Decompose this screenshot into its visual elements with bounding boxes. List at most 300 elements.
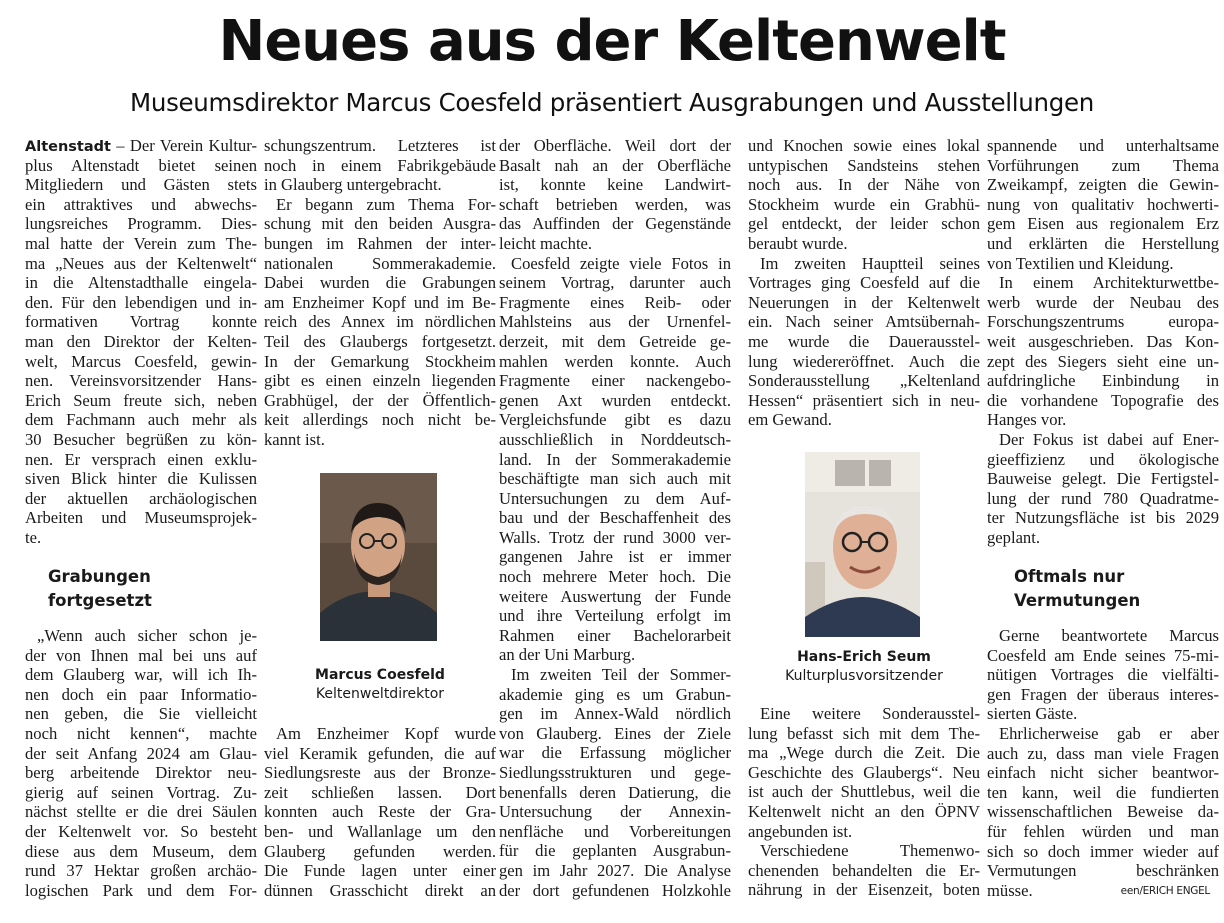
text-line	[987, 450, 1219, 470]
subhead-line: Oftmals nur	[1014, 567, 1125, 586]
line-text: ben- und Wallanlage um den	[264, 821, 496, 841]
line-text: auch zu, dass man viele Fragen	[987, 743, 1219, 763]
dateline: Altenstadt	[25, 139, 111, 155]
text-line	[499, 195, 731, 215]
line-text: Walls. Trotz der rund 3000 ver-	[499, 527, 731, 547]
text-line	[499, 312, 731, 332]
text-line	[25, 744, 257, 764]
text-line	[25, 195, 257, 215]
line-text: der dort gefundenen Holzkohle	[499, 880, 731, 900]
line-text: weitere Auswertung der Funde	[499, 586, 731, 606]
line-text: lung der rund 780 Quadratme-	[987, 488, 1219, 508]
text-line	[499, 352, 731, 372]
line-text: Grabhügel, der der Öffentlich-	[264, 390, 496, 410]
text-line	[264, 293, 496, 313]
text-line	[987, 802, 1219, 822]
text-line	[264, 254, 496, 274]
line-text: seinem Vortrag, darunter auch	[499, 273, 731, 293]
text-line	[25, 371, 257, 391]
text-line	[264, 724, 496, 744]
text-line	[499, 881, 731, 901]
text-line	[748, 782, 980, 802]
line-text: Im zweiten Teil der Sommer-	[511, 665, 731, 685]
line-text: Untersuchung der Annexin-	[499, 802, 731, 822]
line-text: – Der Verein Kultur-	[110, 136, 257, 155]
photo-credit: een/ERICH ENGEL	[1120, 885, 1210, 897]
text-line	[499, 371, 731, 391]
line-text: Untersuchungen zu dem Auf-	[499, 488, 731, 508]
line-text: te.	[25, 527, 42, 547]
column-2-top	[264, 136, 496, 450]
paragraph	[25, 136, 257, 547]
line-text: der von Ihnen mal bei uns auf	[25, 645, 257, 665]
line-text: diese aus dem Museum, dem	[25, 841, 257, 861]
text-line	[987, 391, 1219, 411]
line-text: sich so doch immer wieder auf	[987, 841, 1219, 861]
text-line	[748, 273, 980, 293]
line-text: Gerne beantwortete Marcus	[999, 626, 1219, 645]
line-text: Verschiedene Themenwo-	[760, 841, 980, 861]
line-text: der aktuellen archäologischen	[25, 488, 257, 508]
text-line	[264, 273, 496, 293]
text-line	[987, 332, 1219, 352]
text-line	[499, 391, 731, 411]
text-line	[264, 234, 496, 254]
line-text: noch nicht kennen“, machte	[25, 723, 257, 743]
line-text: Der Fokus ist dabei auf Ener-	[999, 429, 1219, 449]
column-4-top	[748, 136, 980, 430]
line-text: den. Für den lebendigen und in-	[25, 292, 257, 312]
text-line	[25, 450, 257, 470]
line-text: Geschichte des Glaubergs“. Neu	[748, 762, 980, 782]
text-line	[499, 156, 731, 176]
text-line	[499, 489, 731, 509]
text-line	[499, 861, 731, 881]
text-line	[264, 195, 496, 215]
line-text: Mitgliedern und Gästen stets	[25, 175, 257, 195]
line-text: nen geben, die Sie vielleicht	[25, 704, 257, 724]
line-text: Fragmente eines Reib- oder	[499, 292, 731, 312]
text-line	[499, 665, 731, 685]
text-line	[499, 783, 731, 803]
text-line	[987, 469, 1219, 489]
line-text: angebunden ist.	[748, 821, 853, 841]
line-text: chenenden behandelten die Er-	[748, 860, 980, 880]
text-line	[987, 842, 1219, 862]
text-line	[499, 273, 731, 293]
text-line	[987, 352, 1219, 372]
text-line	[499, 254, 731, 274]
text-line	[264, 744, 496, 764]
subhead-vermutungen	[1014, 565, 1140, 613]
line-text: gen im Annex-Wald nördlich	[499, 704, 731, 724]
text-line	[264, 312, 496, 332]
paragraph	[499, 136, 731, 254]
text-line	[748, 763, 980, 783]
text-line	[25, 822, 257, 842]
line-text: genen Axt wurden entdeckt.	[499, 390, 731, 410]
line-text: Im zweiten Hauptteil seines	[760, 253, 980, 273]
line-text: konnten auch Reste der Gra-	[264, 802, 496, 822]
text-line	[25, 508, 257, 528]
text-line	[25, 646, 257, 666]
text-line	[25, 763, 257, 783]
text-line	[264, 881, 496, 901]
text-line	[499, 587, 731, 607]
line-text: schung mit den beiden Ausgra-	[264, 214, 496, 234]
text-line	[499, 743, 731, 763]
line-text: werb wurde der Neubau des	[987, 292, 1219, 312]
text-line	[25, 391, 257, 411]
text-line	[499, 547, 731, 567]
line-text: Stockheim wurde ein Grabhü-	[748, 194, 980, 214]
text-line	[987, 861, 1219, 881]
line-text: logischen Park und dem For-	[25, 880, 257, 900]
text-line	[499, 685, 731, 705]
line-text: ist auch der Shuttlebus, weil die	[748, 782, 980, 802]
line-text: Sonderausstellung „Keltenland	[748, 371, 980, 391]
text-line	[499, 626, 731, 646]
column-5-body	[987, 626, 1219, 900]
line-text: beschäftigte man sich auch mit	[499, 469, 731, 489]
line-text: welt, Marcus Coesfeld, gewin-	[25, 351, 257, 371]
line-text: ten kann, weil die fundierten	[987, 782, 1219, 802]
text-line	[987, 489, 1219, 509]
text-line	[987, 234, 1219, 254]
text-line	[25, 430, 257, 450]
line-text: Er begann zum Thema For-	[276, 194, 496, 214]
text-line	[748, 880, 980, 900]
line-text: und ihre Verteilung erfolgt im	[499, 606, 731, 626]
line-text: am Enzheimer Kopf und im Be-	[264, 292, 496, 312]
line-text: gen Fragen der überaus interes-	[987, 684, 1219, 704]
text-line	[987, 508, 1219, 528]
line-text: zept des Siegers sieht eine un-	[987, 351, 1219, 371]
line-text: nährung in der Eisenzeit, boten	[748, 880, 980, 900]
line-text: me wurde die Dauerausstel-	[748, 331, 980, 351]
line-text: dem Glauberg war, will ich Ih-	[25, 665, 257, 685]
text-line	[987, 528, 1219, 548]
photo-caption-coesfeld	[264, 666, 496, 704]
paragraph	[499, 254, 731, 665]
text-line	[987, 195, 1219, 215]
line-text: em Gewand.	[748, 410, 832, 430]
line-text: gibt es einen einzeln liegenden	[264, 371, 496, 391]
line-text: beraubt wurde.	[748, 233, 848, 253]
caption-role: Keltenweltdirektor	[315, 686, 445, 702]
line-text: nationalen Sommerakademie.	[264, 253, 496, 273]
text-line	[987, 626, 1219, 646]
text-line	[264, 763, 496, 783]
text-line	[25, 665, 257, 685]
text-line	[25, 724, 257, 744]
text-line	[25, 254, 257, 274]
line-text: ausschließlich in Norddeutsch-	[499, 429, 731, 449]
text-line	[264, 802, 496, 822]
line-text: reich des Annex im nördlichen	[264, 312, 496, 332]
text-line	[748, 136, 980, 156]
text-line	[25, 783, 257, 803]
line-text: von Textilien und Kleidung.	[987, 253, 1174, 273]
paragraph	[748, 254, 980, 430]
subhead-grabungen	[48, 565, 152, 613]
line-text: land. In der Sommerakademie	[499, 449, 731, 469]
line-text: nächst stellte er die drei Säulen	[25, 802, 257, 822]
line-text: ein attraktives und abwechs-	[25, 194, 257, 214]
paragraph	[264, 724, 496, 900]
text-line	[748, 332, 980, 352]
line-text: noch mehrere Meter hoch. Die	[499, 567, 731, 587]
text-line	[499, 430, 731, 450]
text-line	[748, 195, 980, 215]
column-3	[499, 136, 731, 900]
text-line	[987, 410, 1219, 430]
text-line	[499, 704, 731, 724]
text-line	[499, 293, 731, 313]
text-line	[499, 234, 731, 254]
text-line	[264, 783, 496, 803]
text-line	[264, 410, 496, 430]
paragraph	[987, 626, 1219, 724]
line-text: ist, konnte keine Landwirt-	[499, 175, 731, 195]
line-text: leicht machte.	[499, 233, 593, 253]
line-text: Forschungszentrums europa-	[987, 312, 1219, 332]
text-line	[264, 156, 496, 176]
line-text: dünnen Grasschicht direkt an	[264, 880, 496, 900]
text-line	[499, 802, 731, 822]
text-line	[748, 312, 980, 332]
line-text: plus Altenstadt bietet seinen	[25, 155, 257, 175]
line-text: in die Altenstadthalle eingela-	[25, 273, 257, 293]
text-line	[987, 293, 1219, 313]
line-text: noch in einem Fabrikgebäude	[264, 155, 496, 175]
text-line	[748, 802, 980, 822]
text-line	[25, 273, 257, 293]
line-text: Basalt nah an der Oberfläche	[499, 155, 731, 175]
text-line	[748, 175, 980, 195]
text-line	[499, 450, 731, 470]
text-line	[987, 175, 1219, 195]
line-text: nen. Vereinsvorsitzender Hans-	[25, 371, 257, 391]
text-line	[264, 371, 496, 391]
line-text: nen. Er versprach einen exklu-	[25, 449, 257, 469]
line-text: Coesfeld zeigte viele Fotos in	[511, 253, 731, 273]
text-line	[25, 842, 257, 862]
text-line	[25, 175, 257, 195]
paragraph	[748, 704, 980, 841]
text-line	[748, 371, 980, 391]
text-line	[25, 685, 257, 705]
line-text: Coesfeld am Ende seines 75-mi-	[987, 645, 1219, 665]
column-1-intro	[25, 136, 257, 547]
line-text: Zweikampf, zeigten die Gewin-	[987, 175, 1219, 195]
line-text: In der Gemarkung Stockheim	[264, 351, 496, 371]
paragraph	[987, 273, 1219, 430]
line-text: die vorhandene Topografie des	[987, 390, 1219, 410]
line-text: war die Erfassung möglicher	[499, 743, 731, 763]
line-text: gangenen Jahre ist er immer	[499, 547, 731, 567]
paragraph	[264, 136, 496, 195]
line-text: das Auffinden der Gegenstände	[499, 214, 731, 234]
line-text: mal hatte der Verein zum The-	[25, 233, 257, 253]
subhead-line: Grabungen	[48, 567, 151, 586]
text-line	[748, 841, 980, 861]
column-1-body	[25, 626, 257, 900]
line-text: Arbeiten und Museumsprojek-	[25, 508, 257, 528]
line-text: sierten Gäste.	[987, 704, 1078, 724]
line-text: und erklärten die Herstellung	[987, 233, 1219, 253]
column-5-top	[987, 136, 1219, 547]
text-line	[499, 606, 731, 626]
line-text: kannt ist.	[264, 429, 325, 449]
text-line	[499, 645, 731, 665]
text-line	[25, 802, 257, 822]
text-line	[25, 410, 257, 430]
text-line	[748, 743, 980, 763]
text-line	[987, 763, 1219, 783]
line-text: für fehlen würden und man	[987, 821, 1219, 841]
line-text: Glauberg gefunden werden.	[264, 841, 496, 861]
line-text: Die Funde lagen unter einer	[264, 861, 496, 881]
line-text: Keltenwelt nicht an den ÖPNV	[748, 801, 980, 821]
text-line	[25, 881, 257, 901]
line-text: Bauweise gelegt. Die Fertigstel-	[987, 469, 1219, 489]
text-line	[987, 273, 1219, 293]
line-text: Vermutungen beschränken	[987, 861, 1219, 881]
text-line	[499, 332, 731, 352]
text-line	[499, 822, 731, 842]
line-text: gen im Jahr 2027. Die Analyse	[499, 860, 731, 880]
line-text: derzeit, mit dem Getreide ge-	[499, 331, 731, 351]
text-line	[25, 312, 257, 332]
text-line	[748, 156, 980, 176]
text-line	[264, 175, 496, 195]
line-text: weit ausgeschrieben. Das Kon-	[987, 331, 1219, 351]
caption-name: Marcus Coesfeld	[315, 667, 445, 683]
line-text: Fragmente einer nackengebo-	[499, 371, 731, 391]
line-text: und Knochen sowie eines lokal	[748, 136, 980, 155]
text-line	[264, 352, 496, 372]
text-line	[499, 214, 731, 234]
text-line	[264, 430, 496, 450]
text-line	[264, 136, 496, 156]
text-line	[987, 704, 1219, 724]
paragraph	[987, 430, 1219, 548]
text-line	[987, 254, 1219, 274]
text-line	[748, 352, 980, 372]
text-line	[264, 214, 496, 234]
paragraph	[264, 195, 496, 450]
text-line	[25, 469, 257, 489]
text-line	[748, 861, 980, 881]
text-line	[748, 822, 980, 842]
line-text: müsse.	[987, 880, 1033, 900]
line-text: für die geplanten Ausgrabun-	[499, 841, 731, 861]
line-text: akademie ging es um Grabun-	[499, 684, 731, 704]
text-line	[25, 626, 257, 646]
line-text: geplant.	[987, 527, 1040, 547]
line-text: Vergleichsfunde gibt es dazu	[499, 410, 731, 430]
line-text: an der Uni Marburg.	[499, 645, 636, 665]
line-text: Hanges vor.	[987, 410, 1067, 430]
line-text: in Glauberg untergebracht.	[264, 175, 442, 195]
text-line	[987, 783, 1219, 803]
line-text: der Keltenwelt vor. So besteht	[25, 821, 257, 841]
caption-role: Kulturplusvorsitzender	[785, 668, 943, 684]
paragraph	[25, 626, 257, 900]
line-text: ma „Wege durch die Zeit. Die	[748, 743, 980, 763]
text-line	[987, 312, 1219, 332]
line-text: spannende und unterhaltsame	[987, 136, 1219, 155]
text-line	[748, 234, 980, 254]
headline: Neues aus der Keltenwelt	[218, 9, 1006, 74]
text-line	[264, 391, 496, 411]
line-text: Erich Seum freute sich, neben	[25, 390, 257, 410]
text-line	[748, 391, 980, 411]
line-text: ter Nutzungsfläche ist bis 2029	[987, 508, 1219, 528]
line-text: nung von qualitativ hochwerti-	[987, 194, 1219, 214]
paragraph	[499, 665, 731, 900]
line-text: Siedlungsreste aus der Bronze-	[264, 763, 496, 783]
text-line	[25, 704, 257, 724]
text-line	[264, 842, 496, 862]
line-text: ein. Nach seiner Amtsübernah-	[748, 312, 980, 332]
line-text: 30 Besucher begrüßen zu kön-	[25, 429, 257, 449]
line-text: ma „Neues aus der Keltenwelt“	[25, 253, 257, 273]
line-text: von Glauberg. Eines der Ziele	[499, 723, 731, 743]
paragraph	[987, 724, 1219, 900]
line-text: keit allerdings noch nicht be-	[264, 410, 496, 430]
line-text: Am Enzheimer Kopf wurde	[276, 724, 496, 743]
line-text: Hessen“ präsentiert sich in neu-	[748, 390, 980, 410]
text-line	[25, 489, 257, 509]
line-text: man den Direktor der Kelten-	[25, 331, 257, 351]
line-text: schungszentrum. Letzteres ist	[264, 136, 496, 155]
line-text: bau und der Beschaffenheit des	[499, 508, 731, 528]
text-line	[499, 763, 731, 783]
line-text: Teil des Glaubergs fortgesetzt.	[264, 331, 496, 351]
line-text: „Wenn auch sicher schon je-	[37, 626, 257, 645]
text-line	[264, 861, 496, 881]
text-line	[499, 567, 731, 587]
line-text: Eine weitere Sonderausstel-	[760, 704, 980, 723]
text-line	[264, 332, 496, 352]
paragraph	[748, 841, 980, 900]
text-line	[499, 469, 731, 489]
text-line	[25, 352, 257, 372]
line-text: gem Eisen aus regionalem Erz	[987, 214, 1219, 234]
text-line	[499, 410, 731, 430]
line-text: nen doch ein paar Informatio-	[25, 684, 257, 704]
line-text: noch aus. In der Nähe von	[748, 175, 980, 195]
line-text: schaft betrieben werden, was	[499, 194, 731, 214]
line-text: Ehrlicherweise gab er aber	[999, 723, 1219, 743]
text-line	[748, 293, 980, 313]
line-text: der Oberfläche. Weil dort der	[499, 136, 731, 155]
line-text: formativen Vortrag konnte	[25, 312, 257, 332]
text-line	[25, 528, 257, 548]
subhead-line: fortgesetzt	[48, 591, 152, 610]
caption-name: Hans-Erich Seum	[797, 649, 931, 665]
line-text: Vortrages ging Coesfeld auf die	[748, 273, 980, 293]
column-4-body	[748, 704, 980, 900]
line-text: siven Blick hinter die Kulissen	[25, 469, 257, 489]
line-text: zeit schließen lassen. Dort	[264, 782, 496, 802]
text-line	[987, 156, 1219, 176]
text-line	[987, 744, 1219, 764]
line-text: bungen im Rahmen der inter-	[264, 233, 496, 253]
subhead-line: Vermutungen	[1014, 591, 1141, 610]
